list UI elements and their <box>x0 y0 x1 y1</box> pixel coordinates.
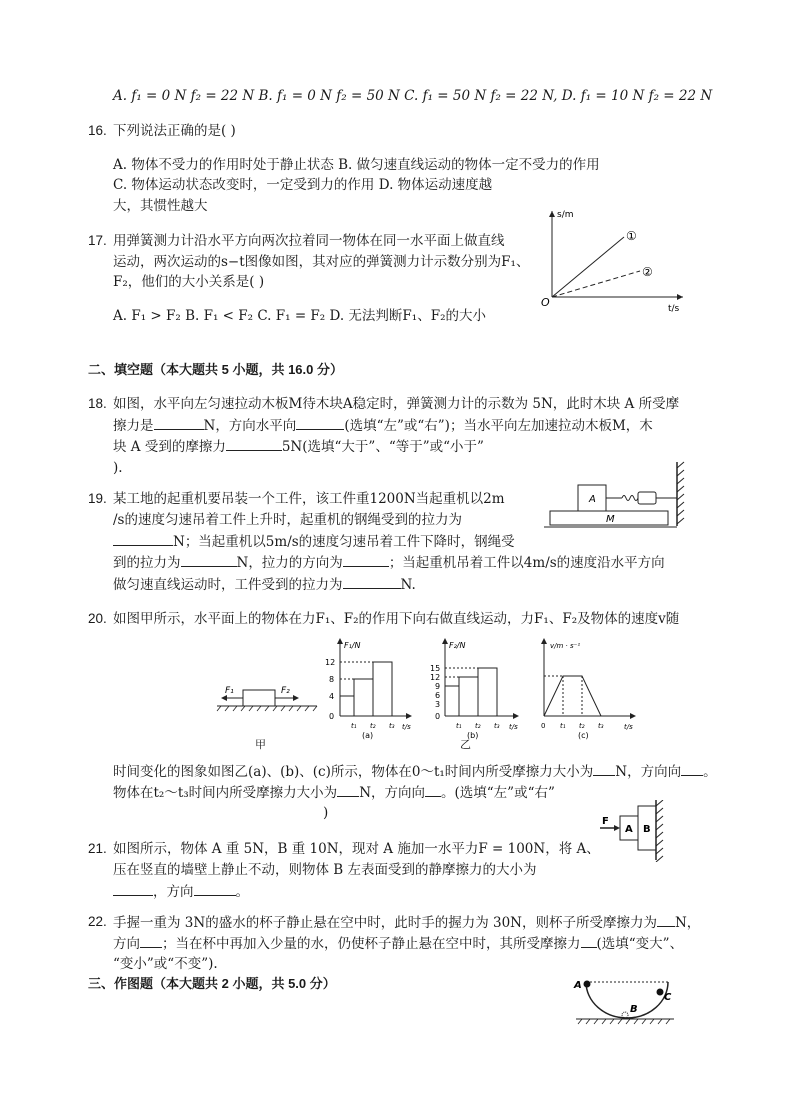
ball-b <box>622 1012 628 1018</box>
spring <box>622 496 638 501</box>
q18-figure <box>540 460 690 532</box>
q18-line2 <box>113 415 653 436</box>
y-tick-15: 15 <box>430 664 441 673</box>
q20-line2-a: 时间变化的图象如图乙(a)、(b)、(c)所示，物体在0～t₁时间内所受摩擦力大小为 <box>113 764 594 780</box>
section-3-heading: 三、作图题（本大题共 2 小题，共 5.0 分） <box>88 976 336 991</box>
q17-options: A. F₁ > F₂ B. F₁ < F₂ C. F₁ = F₂ D. 无法判断F₁、F₂的大小 <box>113 308 486 324</box>
y-tick-0: 0 <box>329 712 335 721</box>
ground-hatching <box>578 1019 670 1024</box>
velocity-line <box>544 676 601 716</box>
q19-line1: 某工地的起重机要吊装一个工件，该工件重1200N当起重机以2m <box>113 491 505 507</box>
q20-fig-b <box>425 636 525 740</box>
q19-line5 <box>113 574 416 595</box>
wall-hatching <box>677 462 684 524</box>
series-2-label: ② <box>642 265 653 279</box>
q19-line5-a: 做匀速直线运动时，工件受到的拉力为 <box>113 577 343 593</box>
q19-line4 <box>113 552 665 573</box>
ball-c <box>657 989 664 996</box>
q21-line3-c: 。 <box>235 884 249 900</box>
y-axis-label: F₂/N <box>449 641 466 650</box>
q22-blank-2[interactable] <box>140 933 162 948</box>
x-axis-arrow <box>630 713 636 719</box>
series-1-label: ① <box>626 229 637 243</box>
q20-line1: 如图甲所示，水平面上的物体在力F₁、F₂的作用下向右做直线运动，力F₁、F₂及物体的速度v随 <box>113 611 680 627</box>
q22-blank-3[interactable] <box>581 933 597 948</box>
q16-number: 16. <box>88 123 107 138</box>
bowl-figure <box>568 972 680 1028</box>
q21-line1: 如图所示，物体 A 重 5N，B 重 10N，现对 A 施加一水平力F = 100N，将 A、 <box>113 841 600 857</box>
q22-line2-b: ；当在杯中再加入少量的水，仍使杯子静止悬在空中时，其所受摩擦力 <box>162 936 581 952</box>
q21-line3-b: ，方向 <box>153 884 194 900</box>
q18-blank-3[interactable] <box>226 436 282 451</box>
q21-line2: 压在竖直的墙壁上静止不动，则物体 B 左表面受到的静摩擦力的大小为 <box>113 862 537 878</box>
q18-line4: ). <box>113 460 123 476</box>
x-axis-label: t/s <box>624 723 633 731</box>
q16-options-line2: C. 物体运动状态改变时，一定受到力的作用 D. 物体运动速度越 <box>113 177 493 193</box>
y-axis-arrow <box>442 638 448 644</box>
q19-line4-c: ；当起重机吊着工件以4m/s的速度沿水平方向 <box>388 555 665 571</box>
q21-blank-2[interactable] <box>194 881 236 896</box>
q20-line2-b: N，方向向 <box>615 764 682 780</box>
q22-line2 <box>113 933 683 954</box>
q19-line4-a: 到的拉力为 <box>113 555 181 571</box>
y-tick-3: 3 <box>435 700 441 709</box>
q20-line3-b: N，方向向 <box>359 785 425 801</box>
q20-line4: ) <box>323 805 329 821</box>
q22-number: 22. <box>88 914 107 929</box>
q20-blank-2[interactable] <box>681 761 703 776</box>
x-tick-t2: t₂ <box>370 722 376 730</box>
q20-line3-a: 物体在t₂～t₃时间内所受摩擦力大小为 <box>113 785 338 801</box>
f1-step-line <box>340 662 392 716</box>
q22-line2-c: (选填“变大”、 <box>596 936 684 952</box>
q19-blank-4[interactable] <box>343 574 401 589</box>
x-tick-t3: t₃ <box>598 722 604 730</box>
f2-label: F₂ <box>281 686 290 696</box>
series-2-line <box>552 271 640 297</box>
q21-line3 <box>113 881 249 902</box>
f1-label: F₁ <box>225 686 234 696</box>
q19-blank-2[interactable] <box>181 552 237 567</box>
q20-fig-a <box>318 636 418 740</box>
y-tick-0: 0 <box>435 712 441 721</box>
q22-line2-a: 方向 <box>113 936 140 952</box>
x-axis-arrow <box>677 294 683 300</box>
q18-line2-c: (选填“左”或“右”)；当水平向左加速拉动木板M，木 <box>344 418 653 434</box>
x-tick-t1: t₁ <box>456 722 462 730</box>
fig-b-label: (b) <box>467 731 479 740</box>
q22-blank-1[interactable] <box>657 912 675 927</box>
q18-line3 <box>113 436 484 457</box>
spring-scale <box>638 492 656 504</box>
object-block <box>243 690 275 706</box>
q17-line3: F₂，他们的大小关系是( ) <box>113 274 265 290</box>
y-axis-arrow <box>541 638 547 644</box>
ball-b-label: B <box>630 1004 638 1015</box>
section-2-heading: 二、填空题（本大题共 5 小题，共 16.0 分） <box>88 362 343 377</box>
q17-line2: 运动，两次运动的s−t图像如图，其对应的弹簧测力计示数分别为F₁、 <box>113 254 530 270</box>
q22-line3: “变小”或“不变”). <box>113 956 218 972</box>
q20-number: 20. <box>88 611 107 626</box>
q20-blank-3[interactable] <box>337 782 359 797</box>
y-axis-label: F₁/N <box>344 641 361 650</box>
q20-fig-jia <box>215 680 325 720</box>
force-label: F <box>602 816 609 827</box>
q22-line1 <box>113 912 700 933</box>
guide-lines <box>340 662 373 679</box>
q20-line2 <box>113 761 717 782</box>
series-1-line <box>552 237 624 297</box>
f2-step-line <box>445 668 497 716</box>
origin-label: O <box>541 296 550 309</box>
q20-line3-c: 。(选填“左”或“右” <box>441 785 555 801</box>
ball-c-label: C <box>664 992 672 1003</box>
q18-line2-b: N，方向水平向 <box>203 418 297 434</box>
board-m-label: M <box>606 514 615 525</box>
y-tick-6: 6 <box>435 691 441 700</box>
q18-number: 18. <box>88 396 107 411</box>
fig-yi-label: 乙 <box>460 738 471 751</box>
q19-blank-3[interactable] <box>343 552 389 567</box>
q19-line5-b: N. <box>400 577 416 593</box>
q20-blank-1[interactable] <box>593 761 615 776</box>
x-axis-label: t/s <box>668 304 680 314</box>
q18-line3-a: 块 A 受到的摩擦力 <box>113 439 226 455</box>
x-tick-t3: t₃ <box>494 722 500 730</box>
q19-number: 19. <box>88 491 107 506</box>
y-tick-4: 4 <box>329 692 335 701</box>
block-a-label: A <box>589 494 596 505</box>
q16-stem: 下列说法正确的是( ) <box>113 123 236 139</box>
q17-st-graph <box>538 205 688 315</box>
q19-line2: /s的速度匀速吊着工件上升时，起重机的钢绳受到的拉力为 <box>113 512 462 528</box>
q17-line1: 用弹簧测力计沿水平方向两次拉着同一物体在同一水平面上做直线 <box>113 233 505 249</box>
x-tick-t2: t₂ <box>475 722 481 730</box>
q22-line1-a: 手握一重为 3N的盛水的杯子静止悬在空中时，此时手的握力为 30N，则杯子所受摩擦力为 <box>113 915 657 931</box>
q20-line2-c: 。 <box>703 764 717 780</box>
bowl-arc <box>586 982 668 1018</box>
q18-line1: 如图，水平向左匀速拉动木板M待木块A稳定时，弹簧测力计的示数为 5N，此时木块 A 所受摩 <box>113 396 680 412</box>
x-axis-label: t/s <box>509 723 518 731</box>
wall-hatching <box>656 800 663 862</box>
x-axis-arrow <box>513 713 519 719</box>
x-tick-0: 0 <box>541 722 546 730</box>
fig-c-label: (c) <box>578 731 589 740</box>
y-axis-arrow <box>337 638 343 644</box>
x-axis-arrow <box>406 713 412 719</box>
y-axis-arrow <box>549 211 555 217</box>
q18-blank-1[interactable] <box>154 415 204 430</box>
q19-line3 <box>113 531 515 552</box>
q18-blank-2[interactable] <box>296 415 344 430</box>
x-tick-t1: t₁ <box>351 722 357 730</box>
q20-fig-c <box>532 636 642 740</box>
y-axis-label: s/m <box>557 210 574 220</box>
q19-line4-b: N，拉力的方向为 <box>236 555 343 571</box>
q18-line2-a: 擦力是 <box>113 418 154 434</box>
guide-lines <box>445 668 478 677</box>
y-tick-12: 12 <box>325 658 336 667</box>
q21-figure <box>596 800 676 862</box>
y-tick-9: 9 <box>435 682 441 691</box>
fig-a-label: (a) <box>362 731 374 740</box>
q21-blank-1[interactable] <box>113 881 153 896</box>
q20-line3 <box>113 782 555 803</box>
q15-options: A. f₁ = 0 N f₂ = 22 N B. f₁ = 0 N f₂ = 50 N C. f₁ = 50 N f₂ = 22 N, D. f₁ = 10 N f₂ = 22 N <box>113 88 713 104</box>
q20-blank-4[interactable] <box>425 782 441 797</box>
y-tick-8: 8 <box>329 675 335 684</box>
q19-blank-1[interactable] <box>113 531 173 546</box>
block-a-label: A <box>625 824 633 835</box>
ground-hatching <box>217 706 317 711</box>
force-arrowhead <box>614 825 620 831</box>
x-tick-t1: t₁ <box>560 722 566 730</box>
y-axis-label: v/m · s⁻¹ <box>550 642 581 650</box>
x-tick-t2: t₂ <box>579 722 585 730</box>
x-axis-label: t/s <box>402 723 411 731</box>
fig-jia-label: 甲 <box>255 738 266 751</box>
q16-options-line1: A. 物体不受力的作用时处于静止状态 B. 做匀速直线运动的物体一定不受力的作用 <box>113 157 600 173</box>
block-b-label: B <box>643 824 651 835</box>
y-tick-12: 12 <box>430 673 441 682</box>
f2-arrowhead <box>293 695 299 701</box>
x-tick-t3: t₃ <box>389 722 395 730</box>
q18-line3-b: 5N(选填“大于”、“等于”或“小于” <box>281 439 484 455</box>
ball-a <box>584 981 591 988</box>
q22-line1-b: N， <box>674 915 701 931</box>
q17-number: 17. <box>88 233 107 248</box>
q16-options-line3: 大，其惯性越大 <box>113 198 208 214</box>
q21-number: 21. <box>88 841 107 856</box>
q19-line3-b: N；当起重机以5m/s的速度匀速吊着工件下降时，钢绳受 <box>173 534 515 550</box>
ball-a-label: A <box>574 980 582 991</box>
